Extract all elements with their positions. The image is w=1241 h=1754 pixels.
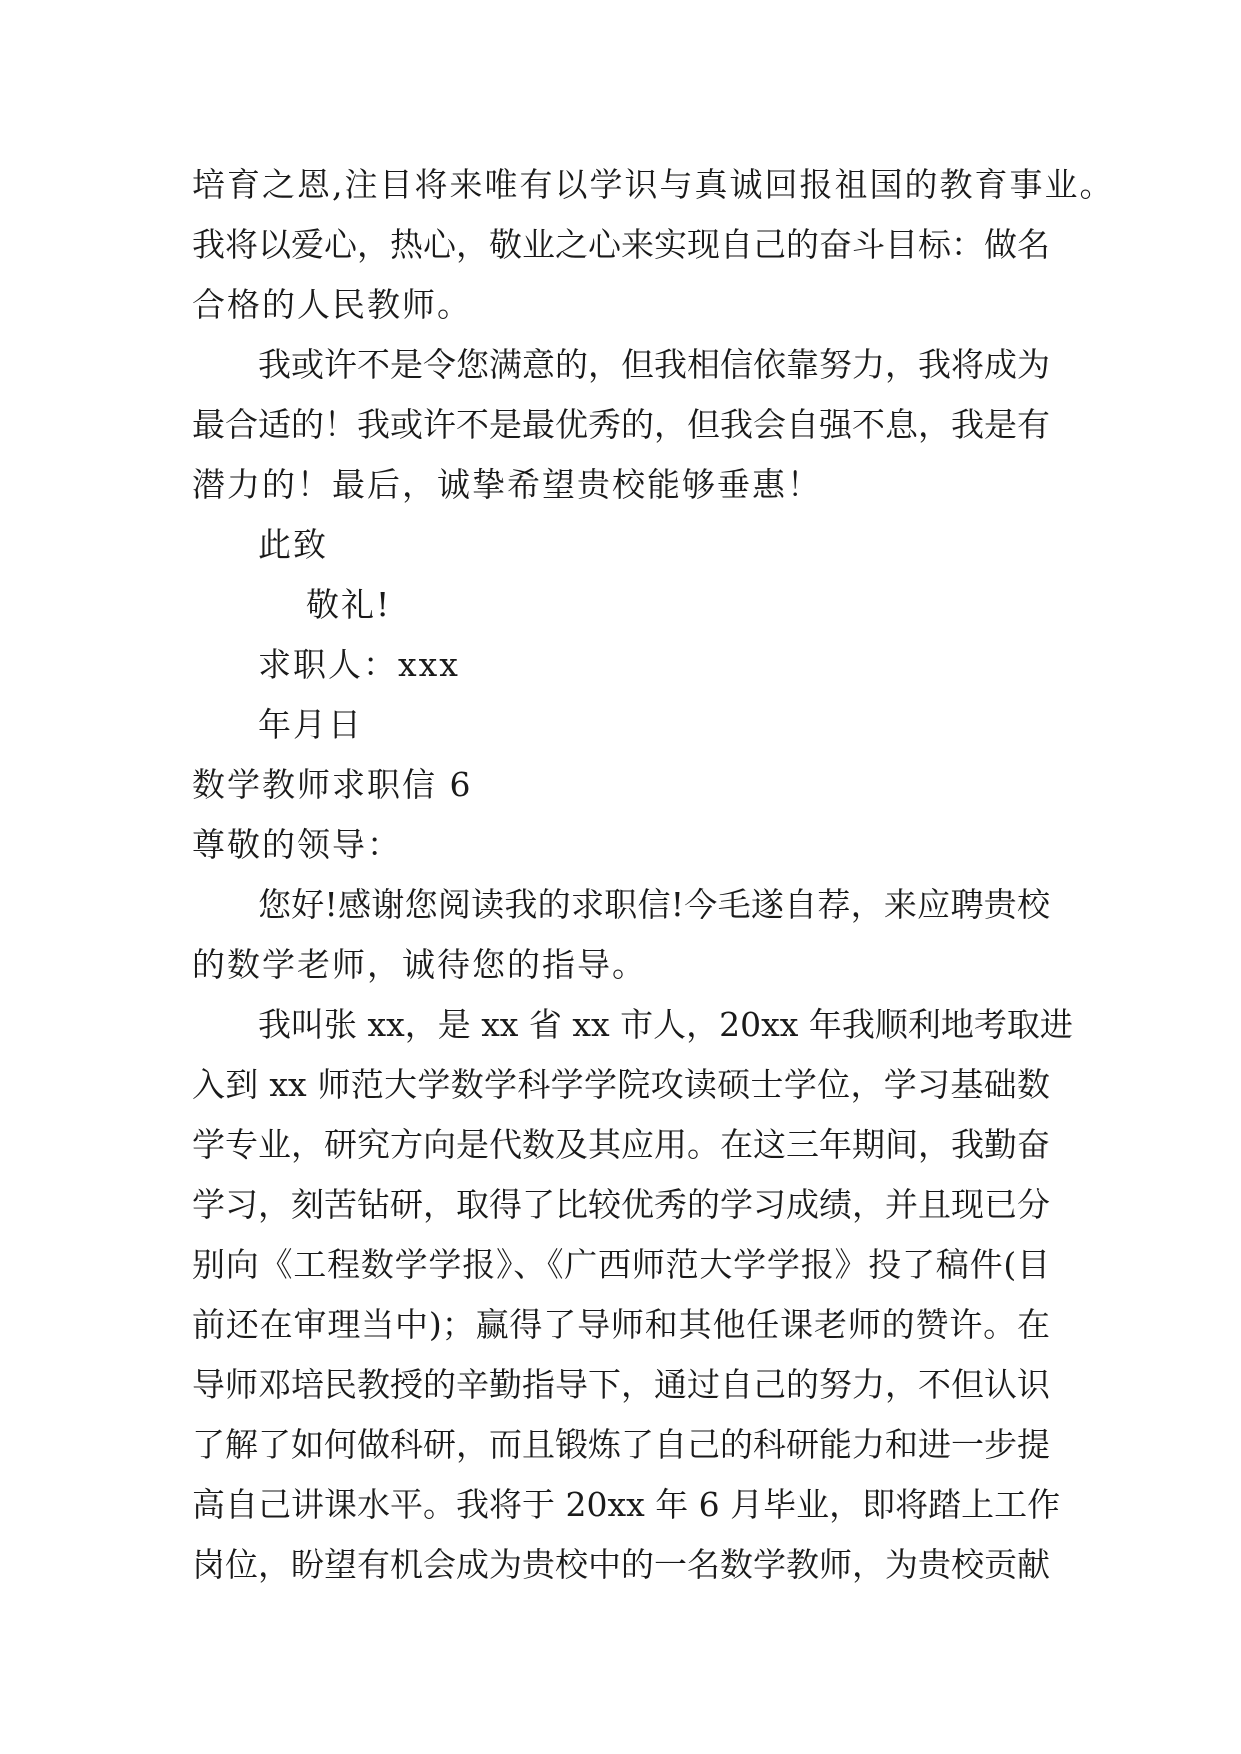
text-line-22: 了解了如何做科研，而且锻炼了自己的科研能力和进一步提 [192,1425,1050,1464]
signature-date: 年月日 [258,705,363,744]
text-line-3: 合格的人民教师。 [192,285,472,324]
greeting: 尊敬的领导： [192,825,402,864]
text-line-1: 培育之恩,注目将来唯有以学识与真诚回报祖国的教育事业。 [192,165,1115,204]
text-line-5: 最合适的！我或许不是最优秀的，但我会自强不息，我是有 [192,405,1050,444]
text-line-21: 导师邓培民教授的辛勤指导下，通过自己的努力，不但认识 [192,1365,1050,1404]
text-line-24: 岗位，盼望有机会成为贵校中的一名数学教师，为贵校贡献 [192,1545,1050,1584]
text-line-13: 您好!感谢您阅读我的求职信!今毛遂自荐，来应聘贵校 [258,885,1050,924]
text-line-15: 我叫张 xx，是 xx 省 xx 市人，20xx 年我顺利地考取进 [258,1005,1073,1044]
text-line-18: 学习，刻苦钻研，取得了比较优秀的学习成绩，并且现已分 [192,1185,1050,1224]
text-line-20: 前还在审理当中)；赢得了导师和其他任课老师的赞许。在 [192,1305,1050,1344]
text-line-4: 我或许不是令您满意的，但我相信依靠努力，我将成为 [258,345,1050,384]
text-line-19: 别向《工程数学学报》、《广西师范大学学报》投了稿件(目 [192,1245,1050,1284]
text-line-2: 我将以爱心，热心，敬业之心来实现自己的奋斗目标：做名 [192,225,1050,264]
letter-title: 数学教师求职信 6 [192,765,473,804]
signature-applicant: 求职人：xxx [258,645,460,684]
text-line-16: 入到 xx 师范大学数学科学学院攻读硕士学位，学习基础数 [192,1065,1050,1104]
closing-regards: 敬礼! [306,585,392,624]
text-line-23: 高自己讲课水平。我将于 20xx 年 6 月毕业，即将踏上工作 [192,1485,1061,1524]
text-line-6: 潜力的！最后，诚挚希望贵校能够垂惠！ [192,465,822,504]
text-line-17: 学专业，研究方向是代数及其应用。在这三年期间，我勤奋 [192,1125,1050,1164]
closing-salutation: 此致 [258,525,328,564]
text-line-14: 的数学老师，诚待您的指导。 [192,945,647,984]
